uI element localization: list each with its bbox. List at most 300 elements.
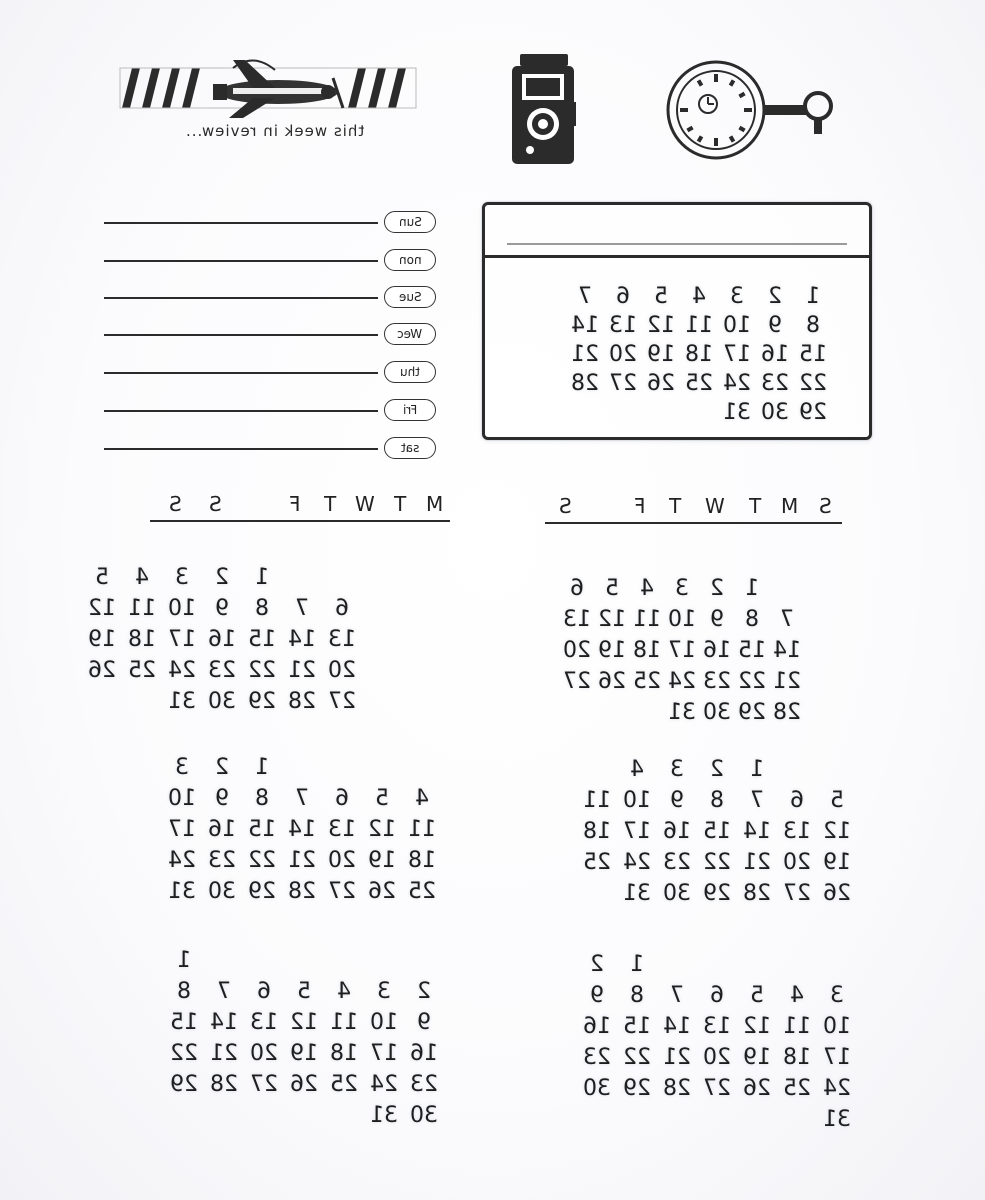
calendar-date-text: 3 xyxy=(670,757,684,782)
calendar-date-text: 29 xyxy=(170,1072,198,1097)
calendar-date-text: 10 xyxy=(668,607,696,632)
calendar-date-text: 23 xyxy=(583,1045,611,1070)
calendar-date-text: 11 xyxy=(330,1010,358,1035)
calendar-date-text: 11 xyxy=(633,607,661,632)
calendar-date xyxy=(365,1010,403,1035)
calendar-date-text: 12 xyxy=(290,1010,318,1035)
calendar-date-text: 6 xyxy=(570,576,584,601)
calendar-date-text: 27 xyxy=(783,881,811,906)
weekday-header-cell-text: T xyxy=(748,494,762,518)
calendar-date-text: 1 xyxy=(745,576,759,601)
weekday-header-cell xyxy=(740,494,770,518)
calendar-date xyxy=(818,1076,856,1101)
calendar-date-text: 10 xyxy=(168,786,196,811)
calendar-date xyxy=(618,1014,656,1039)
calendar-date xyxy=(663,576,701,601)
calendar-date-text: 19 xyxy=(647,342,675,367)
calendar-date-text: 6 xyxy=(257,979,271,1004)
calendar-date-text: 17 xyxy=(623,819,651,844)
calendar-date xyxy=(663,700,701,725)
calendar-date-text: 12 xyxy=(598,607,626,632)
calendar-date xyxy=(285,979,323,1004)
weekday-header-cell-text: S xyxy=(208,492,222,516)
calendar-date xyxy=(618,850,656,875)
calendar-date-text: 6 xyxy=(710,983,724,1008)
calendar-date-text: 10 xyxy=(168,596,196,621)
calendar-date-text: 10 xyxy=(370,1010,398,1035)
header-rule-left xyxy=(150,520,450,522)
calendar-date-text: 21 xyxy=(288,658,316,683)
calendar-date-text: 26 xyxy=(290,1072,318,1097)
calendar-date-text: 30 xyxy=(663,881,691,906)
calendar-date xyxy=(593,607,631,632)
calendar-date-text: 24 xyxy=(168,848,196,873)
calendar-date-text: 18 xyxy=(128,627,156,652)
calendar-date xyxy=(698,819,736,844)
calendar-date xyxy=(738,1076,776,1101)
calendar-date xyxy=(738,819,776,844)
calendar-date xyxy=(83,596,121,621)
day-pill-text: Wec xyxy=(397,327,423,341)
calendar-date-text: 5 xyxy=(297,979,311,1004)
calendar-date-text: 26 xyxy=(823,881,851,906)
calendar-date xyxy=(243,879,281,904)
calendar-date xyxy=(756,313,794,338)
calendar-date-text: 16 xyxy=(208,627,236,652)
calendar-date xyxy=(698,669,736,694)
weekday-header-cell xyxy=(775,494,805,518)
weekday-header-cell xyxy=(550,494,580,518)
calendar-date xyxy=(83,627,121,652)
calendar-date-text: 14 xyxy=(210,1010,238,1035)
calendar-date xyxy=(778,881,816,906)
calendar-date-text: 3 xyxy=(175,755,189,780)
calendar-date-text: 28 xyxy=(288,879,316,904)
calendar-date xyxy=(285,1041,323,1066)
calendar-date xyxy=(618,819,656,844)
calendar-date xyxy=(604,284,642,309)
header-rule-right xyxy=(545,522,842,524)
weekday-header-cell xyxy=(280,492,310,516)
calendar-date xyxy=(718,371,756,396)
calendar-date xyxy=(203,627,241,652)
calendar-date-text: 18 xyxy=(583,819,611,844)
calendar-date-text: 10 xyxy=(823,1014,851,1039)
calendar-date xyxy=(733,669,771,694)
calendar-date xyxy=(578,850,616,875)
calendar-date-text: 27 xyxy=(328,689,356,714)
calendar-date-text: 24 xyxy=(723,371,751,396)
calendar-date-text: 28 xyxy=(571,371,599,396)
calendar-date xyxy=(578,1045,616,1070)
calendar-date xyxy=(165,1072,203,1097)
calendar-date-text: 15 xyxy=(738,638,766,663)
calendar-date xyxy=(163,627,201,652)
calendar-date-text: 14 xyxy=(773,638,801,663)
calendar-date xyxy=(794,284,832,309)
calendar-date xyxy=(778,819,816,844)
calendar-date xyxy=(794,400,832,425)
calendar-date-text: 20 xyxy=(703,1045,731,1070)
calendar-date-text: 5 xyxy=(830,788,844,813)
calendar-date xyxy=(818,1107,856,1132)
calendar-date-text: 22 xyxy=(799,371,827,396)
calendar-date xyxy=(165,1041,203,1066)
calendar-date-text: 7 xyxy=(780,607,794,632)
calendar-date xyxy=(642,371,680,396)
weekday-header-cell-text: T xyxy=(323,492,337,516)
calendar-date xyxy=(243,848,281,873)
calendar-date-text: 7 xyxy=(750,788,764,813)
calendar-date-text: 31 xyxy=(370,1103,398,1128)
calendar-date xyxy=(325,1010,363,1035)
calendar-date xyxy=(578,1014,616,1039)
calendar-date xyxy=(363,786,401,811)
calendar-date xyxy=(566,284,604,309)
calendar-date-text: 17 xyxy=(668,638,696,663)
calendar-date xyxy=(663,607,701,632)
calendar-date-text: 21 xyxy=(743,850,771,875)
calendar-date xyxy=(285,1072,323,1097)
calendar-date-text: 15 xyxy=(623,1014,651,1039)
calendar-date-text: 13 xyxy=(328,817,356,842)
calendar-date xyxy=(658,757,696,782)
calendar-date xyxy=(818,819,856,844)
calendar-date xyxy=(733,700,771,725)
calendar-date xyxy=(578,788,616,813)
calendar-date xyxy=(618,881,656,906)
calendar-date-text: 15 xyxy=(248,627,276,652)
calendar-date-text: 23 xyxy=(208,848,236,873)
calendar-date-text: 20 xyxy=(328,848,356,873)
calendar-date xyxy=(794,342,832,367)
calendar-date-text: 8 xyxy=(806,313,820,338)
calendar-date xyxy=(658,1076,696,1101)
calendar-date-text: 19 xyxy=(88,627,116,652)
calendar-date-text: 6 xyxy=(335,786,349,811)
calendar-date-text: 29 xyxy=(623,1076,651,1101)
calendar-date xyxy=(123,658,161,683)
calendar-date xyxy=(738,757,776,782)
calendar-date-text: 8 xyxy=(255,596,269,621)
calendar-date-text: 3 xyxy=(730,284,744,309)
calendar-date xyxy=(323,848,361,873)
calendar-date xyxy=(756,342,794,367)
calendar-date-text: 12 xyxy=(368,817,396,842)
calendar-date-text: 9 xyxy=(710,607,724,632)
calendar-date-text: 2 xyxy=(215,565,229,590)
calendar-date xyxy=(658,1045,696,1070)
calendar-date-text: 2 xyxy=(417,979,431,1004)
calendar-date xyxy=(733,638,771,663)
calendar-date xyxy=(203,755,241,780)
weekday-header-cell-text: W xyxy=(705,494,725,518)
weekday-header-cell-text: W xyxy=(355,492,375,516)
calendar-date xyxy=(245,979,283,1004)
weekday-header-cell xyxy=(315,492,345,516)
calendar-date xyxy=(283,596,321,621)
calendar-date-text: 13 xyxy=(328,627,356,652)
calendar-date-text: 19 xyxy=(823,850,851,875)
calendar-date-text: 17 xyxy=(168,817,196,842)
calendar-date xyxy=(604,342,642,367)
calendar-date-text: 29 xyxy=(799,400,827,425)
calendar-date xyxy=(738,850,776,875)
calendar-date-text: 31 xyxy=(623,881,651,906)
calendar-date-text: 17 xyxy=(823,1045,851,1070)
calendar-date xyxy=(163,689,201,714)
calendar-date-text: 3 xyxy=(830,983,844,1008)
calendar-date-text: 3 xyxy=(675,576,689,601)
calendar-date-text: 28 xyxy=(288,689,316,714)
calendar-date xyxy=(658,881,696,906)
week-line xyxy=(104,260,378,262)
vintage-camera-icon xyxy=(502,48,584,168)
weekday-header-cell-text: S xyxy=(168,492,182,516)
calendar-date xyxy=(363,848,401,873)
weekday-header-cell xyxy=(200,492,230,516)
calendar-date-text: 31 xyxy=(823,1107,851,1132)
calendar-date xyxy=(283,817,321,842)
calendar-date xyxy=(243,817,281,842)
day-pill-text: thu xyxy=(400,365,420,379)
calendar-date xyxy=(718,313,756,338)
calendar-date xyxy=(365,979,403,1004)
calendar-date-text: 24 xyxy=(168,658,196,683)
calendar-date-text: 1 xyxy=(630,952,644,977)
calendar-date-text: 31 xyxy=(723,400,751,425)
calendar-date xyxy=(163,596,201,621)
calendar-date xyxy=(203,565,241,590)
calendar-date-text: 29 xyxy=(248,879,276,904)
weekday-header-cell xyxy=(160,492,190,516)
calendar-date-text: 12 xyxy=(88,596,116,621)
calendar-date xyxy=(283,879,321,904)
calendar-date-text: 18 xyxy=(330,1041,358,1066)
calendar-date xyxy=(718,400,756,425)
calendar-date xyxy=(165,948,203,973)
weekday-header-left xyxy=(150,492,450,522)
calendar-date-text: 18 xyxy=(685,342,713,367)
calendar-date xyxy=(733,576,771,601)
calendar-date xyxy=(365,1072,403,1097)
calendar-date-text: 9 xyxy=(670,788,684,813)
day-pill xyxy=(384,323,436,345)
weekday-header-cell xyxy=(385,492,415,516)
calendar-date xyxy=(698,638,736,663)
calendar-date-text: 31 xyxy=(168,689,196,714)
calendar-date-text: 7 xyxy=(295,596,309,621)
calendar-date-text: 14 xyxy=(743,819,771,844)
calendar-date-text: 29 xyxy=(738,700,766,725)
calendar-date xyxy=(663,638,701,663)
calendar-date xyxy=(323,658,361,683)
calendar-date-text: 4 xyxy=(415,786,429,811)
calendar-date-text: 25 xyxy=(783,1076,811,1101)
calendar-date xyxy=(642,313,680,338)
week-line xyxy=(104,372,378,374)
calendar-date xyxy=(778,1014,816,1039)
calendar-date-text: 3 xyxy=(377,979,391,1004)
calendar-date-text: 30 xyxy=(761,400,789,425)
weekday-header-cell-text: F xyxy=(634,494,646,518)
calendar-date-text: 15 xyxy=(799,342,827,367)
calendar-date-text: 31 xyxy=(168,879,196,904)
calendar-date-text: 15 xyxy=(248,817,276,842)
calendar-date-text: 9 xyxy=(215,596,229,621)
calendar-date-text: 22 xyxy=(248,658,276,683)
day-pill-text: Fri xyxy=(402,403,418,417)
pocket-watch-icon xyxy=(664,58,844,164)
calendar-date-text: 3 xyxy=(175,565,189,590)
calendar-date xyxy=(323,689,361,714)
calendar-date-text: 16 xyxy=(703,638,731,663)
calendar-date xyxy=(323,596,361,621)
calendar-date xyxy=(680,342,718,367)
calendar-date-text: 9 xyxy=(768,313,782,338)
calendar-date-text: 4 xyxy=(135,565,149,590)
calendar-date xyxy=(566,371,604,396)
calendar-date xyxy=(163,879,201,904)
calendar-date xyxy=(756,371,794,396)
calendar-date xyxy=(718,284,756,309)
calendar-date xyxy=(642,284,680,309)
calendar-date-text: 28 xyxy=(773,700,801,725)
calendar-date xyxy=(818,1014,856,1039)
calendar-date xyxy=(718,342,756,367)
calendar-date-text: 26 xyxy=(743,1076,771,1101)
calendar-date-text: 11 xyxy=(583,788,611,813)
calendar-date-text: 29 xyxy=(703,881,731,906)
calendar-date xyxy=(738,983,776,1008)
calendar-date-text: 26 xyxy=(598,669,626,694)
calendar-date xyxy=(283,627,321,652)
calendar-date-text: 8 xyxy=(255,786,269,811)
calendar-date-text: 24 xyxy=(668,669,696,694)
calendar-date xyxy=(698,576,736,601)
calendar-date xyxy=(163,565,201,590)
calendar-date xyxy=(768,669,806,694)
calendar-date-text: 23 xyxy=(208,658,236,683)
calendar-date xyxy=(818,983,856,1008)
calendar-date-text: 20 xyxy=(783,850,811,875)
calendar-date xyxy=(778,850,816,875)
calendar-date xyxy=(768,638,806,663)
calendar-date-text: 18 xyxy=(408,848,436,873)
calendar-date xyxy=(165,979,203,1004)
calendar-date xyxy=(325,1041,363,1066)
calendar-date xyxy=(163,848,201,873)
day-pill xyxy=(384,437,436,459)
calendar-date-text: 23 xyxy=(663,850,691,875)
calendar-date xyxy=(403,786,441,811)
calendar-date xyxy=(566,313,604,338)
calendar-date-text: 19 xyxy=(368,848,396,873)
calendar-date xyxy=(698,700,736,725)
day-pill xyxy=(384,249,436,271)
calendar-date xyxy=(794,371,832,396)
calendar-date xyxy=(283,848,321,873)
calendar-date-text: 26 xyxy=(368,879,396,904)
calendar-date xyxy=(83,658,121,683)
calendar-date xyxy=(558,638,596,663)
calendar-date-text: 13 xyxy=(609,313,637,338)
calendar-date-text: 11 xyxy=(408,817,436,842)
calendar-date xyxy=(163,658,201,683)
week-line xyxy=(104,297,378,299)
calendar-date xyxy=(403,848,441,873)
calendar-date xyxy=(658,788,696,813)
calendar-date xyxy=(245,1072,283,1097)
weekday-header-cell-text: F xyxy=(289,492,301,516)
calendar-date-text: 5 xyxy=(95,565,109,590)
calendar-date-text: 25 xyxy=(408,879,436,904)
calendar-date xyxy=(738,1045,776,1070)
calendar-date xyxy=(405,1072,443,1097)
calendar-date xyxy=(618,757,656,782)
calendar-date-text: 12 xyxy=(823,819,851,844)
calendar-date-text: 9 xyxy=(590,983,604,1008)
calendar-date xyxy=(363,879,401,904)
calendar-date-text: 21 xyxy=(571,342,599,367)
calendar-date-text: 20 xyxy=(328,658,356,683)
calendar-date-text: 21 xyxy=(663,1045,691,1070)
calendar-date xyxy=(283,786,321,811)
calendar-date xyxy=(680,371,718,396)
calendar-date xyxy=(365,1103,403,1128)
calendar-date xyxy=(680,284,718,309)
weekday-header-cell xyxy=(700,494,730,518)
airplane-banner-icon xyxy=(118,48,418,120)
calendar-date-text: 22 xyxy=(170,1041,198,1066)
calendar-date xyxy=(663,669,701,694)
calendar-date xyxy=(618,1045,656,1070)
calendar-date-text: 10 xyxy=(723,313,751,338)
calendar-date-text: 11 xyxy=(783,1014,811,1039)
calendar-date-text: 7 xyxy=(670,983,684,1008)
calendar-date-text: 7 xyxy=(578,284,592,309)
calendar-date xyxy=(778,1076,816,1101)
calendar-date-text: 5 xyxy=(605,576,619,601)
calendar-date xyxy=(628,669,666,694)
calendar-date-text: 30 xyxy=(410,1103,438,1128)
calendar-date-text: 22 xyxy=(248,848,276,873)
calendar-date xyxy=(558,607,596,632)
tagline-text xyxy=(140,122,410,140)
calendar-date xyxy=(618,1076,656,1101)
day-pill xyxy=(384,399,436,421)
calendar-date xyxy=(203,817,241,842)
tagline-label: this week in review... xyxy=(185,122,365,140)
calendar-date-text: 12 xyxy=(743,1014,771,1039)
calendar-date-text: 5 xyxy=(750,983,764,1008)
calendar-date-text: 22 xyxy=(623,1045,651,1070)
calendar-date xyxy=(245,1010,283,1035)
calendar-date xyxy=(604,313,642,338)
calendar-date-text: 8 xyxy=(710,788,724,813)
calendar-date xyxy=(566,342,604,367)
calendar-date-text: 4 xyxy=(630,757,644,782)
calendar-date-text: 10 xyxy=(623,788,651,813)
calendar-date xyxy=(323,786,361,811)
calendar-date-text: 8 xyxy=(630,983,644,1008)
calendar-date-text: 27 xyxy=(563,669,591,694)
calendar-date xyxy=(593,669,631,694)
calendar-date-text: 22 xyxy=(738,669,766,694)
calendar-date-text: 1 xyxy=(806,284,820,309)
calendar-date-text: 25 xyxy=(583,850,611,875)
calendar-date-text: 22 xyxy=(703,850,731,875)
